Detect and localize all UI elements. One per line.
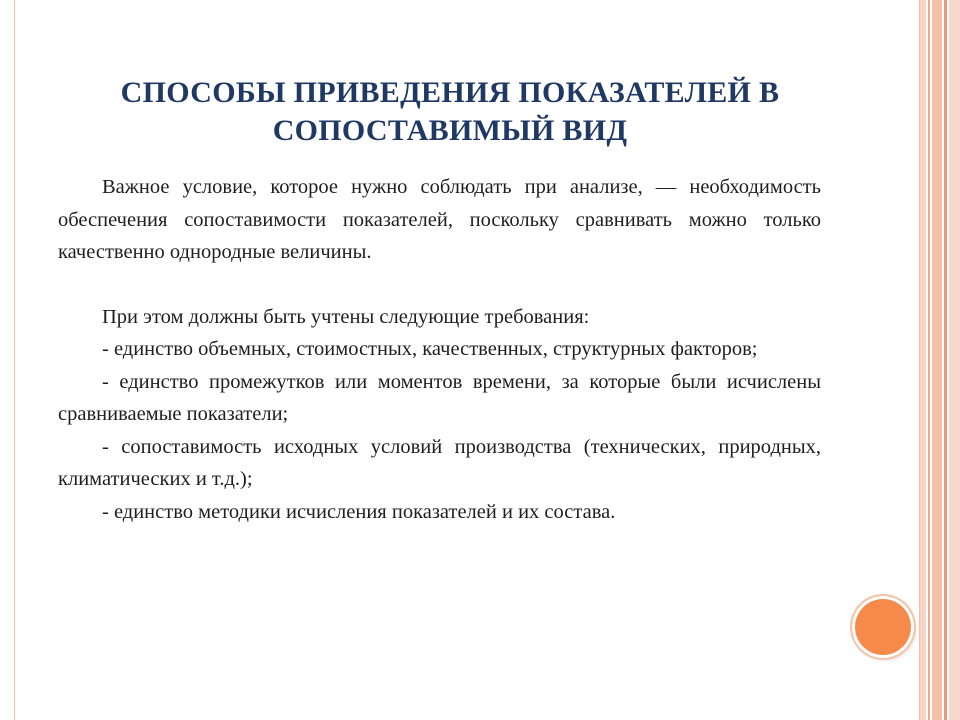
requirement-item: - единство промежутков или моментов времени, за которые были исчислены сравниваемые показатели; bbox=[58, 370, 821, 425]
stripe bbox=[949, 0, 960, 720]
decorative-circle bbox=[855, 599, 911, 655]
slide-title bbox=[60, 74, 840, 150]
requirement-item: - единство методики исчисления показателей и их состава. bbox=[102, 500, 616, 523]
decorative-side-stripes bbox=[920, 0, 960, 720]
intro-paragraph: Важное условие, которое нужно соблюдать при анализе, — необходимость обеспечения сопоставимости показателей, поскольку сравнивать можно только качественно однородные величины. bbox=[58, 176, 821, 263]
stripe bbox=[932, 0, 942, 720]
stripe bbox=[928, 0, 930, 720]
paragraph-spacer bbox=[58, 269, 821, 301]
requirement-item: - единство объемных, стоимостных, качественных, структурных факторов; bbox=[102, 338, 758, 360]
requirements-lead: При этом должны быть учтены следующие требования: bbox=[102, 305, 590, 328]
slide-title-line-1: СПОСОБЫ ПРИВЕДЕНИЯ ПОКАЗАТЕЛЕЙ В bbox=[120, 76, 780, 109]
slide-title-line-2: СОПОСТАВИМЫЙ ВИД bbox=[272, 114, 628, 147]
stripe bbox=[944, 0, 947, 720]
slide-body bbox=[58, 171, 821, 528]
stripe bbox=[920, 0, 926, 720]
requirement-item: - сопоставимость исходных условий производства (технических, природных, климатических и т.д.); bbox=[58, 435, 821, 490]
